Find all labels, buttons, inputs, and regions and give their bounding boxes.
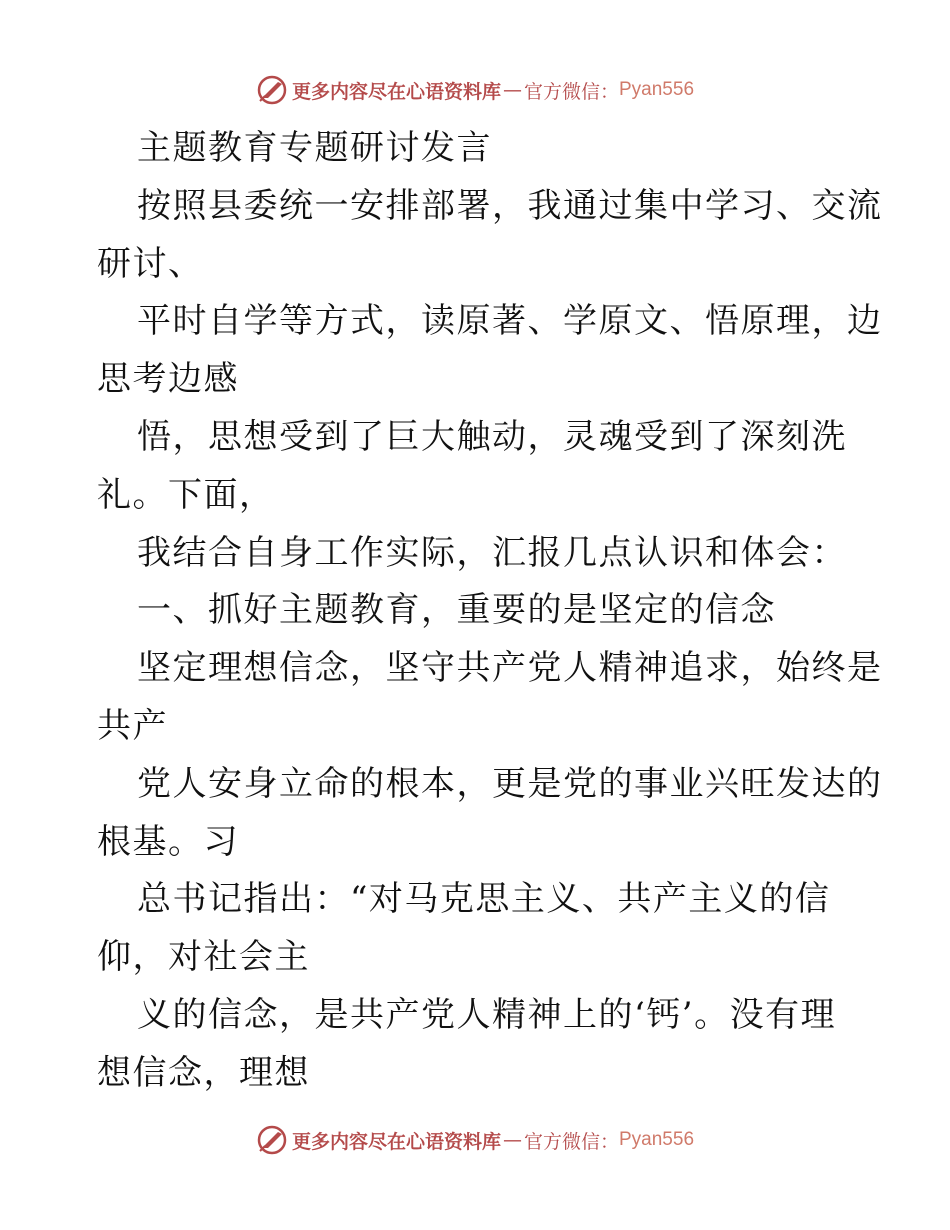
document-title: 主题教育专题研讨发言	[137, 128, 492, 168]
watermark-brand-text: 更多内容尽在心语资料库	[291, 80, 501, 103]
paragraph-line: 思考边感	[97, 359, 239, 400]
paragraph-line: 根基。习	[97, 821, 239, 862]
paragraph-line: 义的信念，是共产党人精神上的‘钙’。没有理	[137, 994, 837, 1035]
paragraph-line: 党人安身立命的根本，更是党的事业兴旺发达的	[137, 763, 883, 804]
watermark-brand-text: 更多内容尽在心语资料库	[291, 1130, 501, 1153]
watermark-separator: —	[502, 1129, 522, 1151]
watermark-separator: —	[502, 79, 522, 101]
watermark-wechat-label: 官方微信：	[523, 1130, 619, 1153]
paragraph-line: 按照县委统一安排部署，我通过集中学习、交流	[137, 185, 883, 226]
quill-pen-logo-icon	[256, 74, 288, 106]
paragraph-line: 坚定理想信念，坚守共产党人精神追求，始终是	[137, 648, 883, 689]
watermark-wechat-id: Pyan556	[619, 1129, 695, 1150]
watermark-wechat-id: Pyan556	[619, 79, 695, 100]
watermark-wechat-label: 官方微信：	[523, 80, 619, 103]
paragraph-line: 共产	[97, 705, 168, 746]
quill-pen-logo-icon	[256, 1124, 288, 1156]
paragraph-line: 悟，思想受到了巨大触动，灵魂受到了深刻洗	[137, 416, 847, 457]
footer-watermark	[0, 1120, 950, 1160]
paragraph-line: 想信念，理想	[97, 1052, 310, 1093]
paragraph-line: 总书记指出：“对马克思主义、共产主义的信	[137, 879, 831, 920]
section-heading: 一、抓好主题教育，重要的是坚定的信念	[137, 590, 776, 631]
paragraph-line: 研讨、	[97, 243, 204, 284]
header-watermark	[0, 70, 950, 110]
paragraph-line: 平时自学等方式，读原著、学原文、悟原理，边	[137, 301, 883, 342]
paragraph-line: 礼。下面，	[97, 474, 275, 515]
document-body	[97, 120, 883, 1103]
paragraph-line: 我结合自身工作实际，汇报几点认识和体会：	[137, 532, 847, 573]
paragraph-line: 仰，对社会主	[97, 937, 310, 978]
